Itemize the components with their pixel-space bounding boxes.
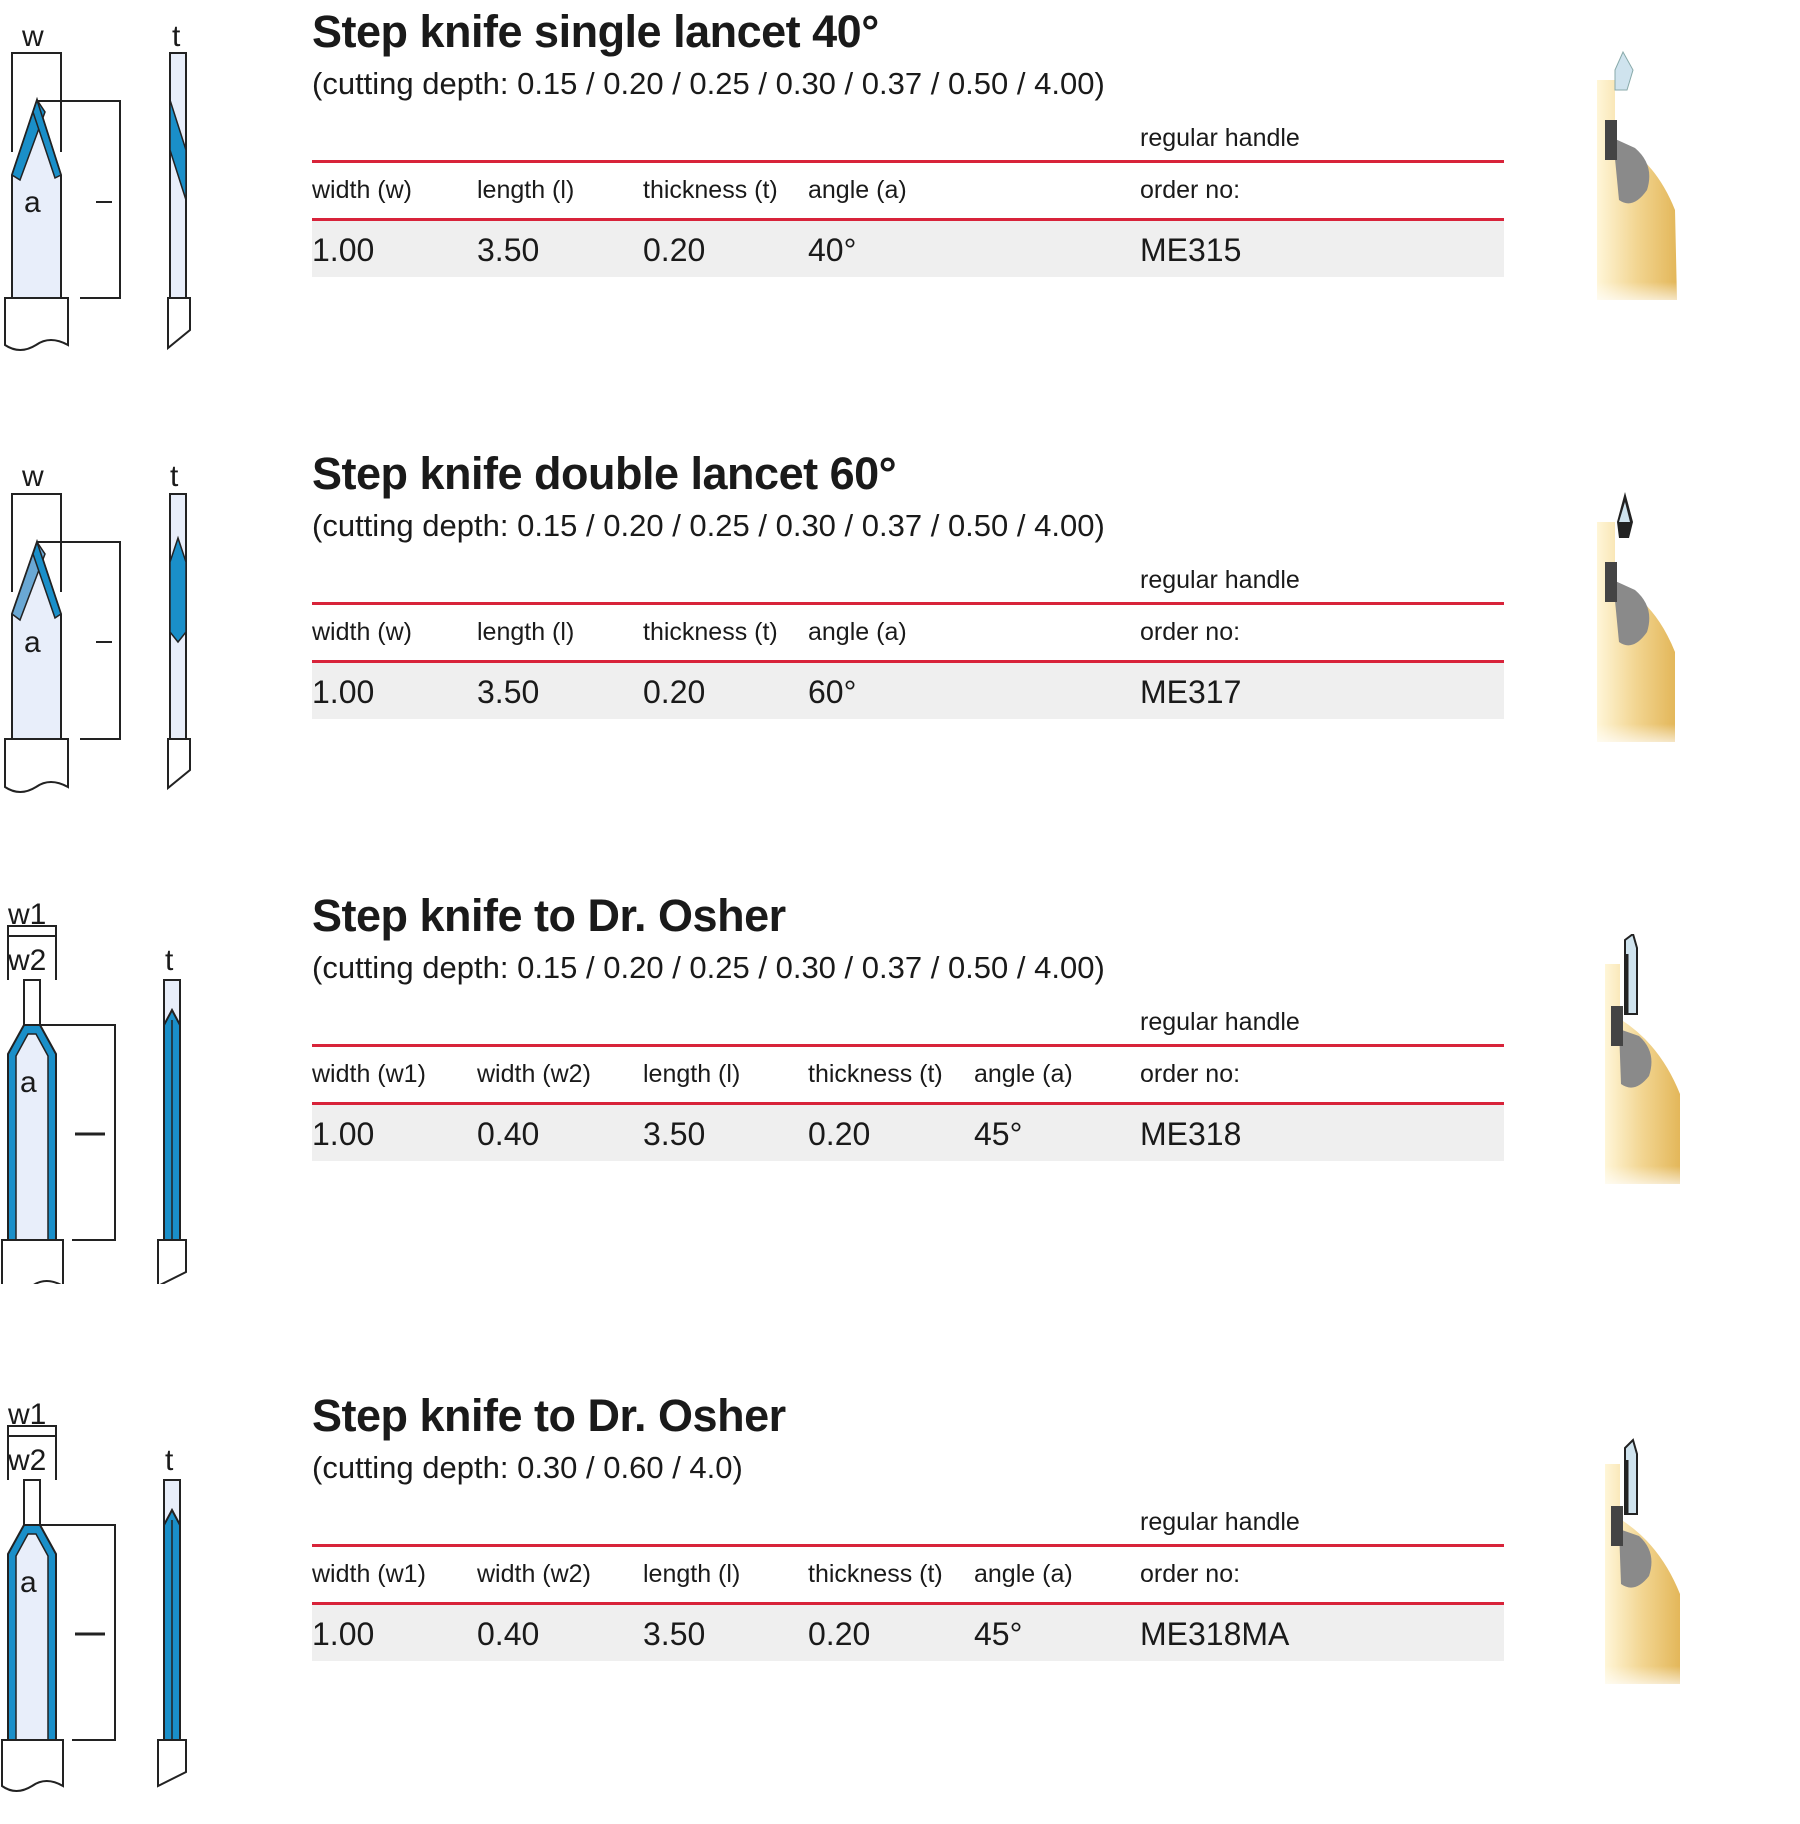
- blade-diagram-osher: [0, 884, 230, 1284]
- value-length: 3.50: [643, 1616, 706, 1652]
- product-title: Step knife single lancet 40°: [312, 6, 879, 57]
- product-section-me315: [0, 0, 1800, 440]
- value-angle: 60°: [808, 674, 857, 710]
- product-title: Step knife double lancet 60°: [312, 448, 897, 499]
- knife-handle-image: [1575, 934, 1705, 1194]
- header-order-no: order no:: [1140, 1060, 1241, 1088]
- width1-label: w1: [8, 1398, 47, 1431]
- width1-label: w1: [8, 898, 47, 931]
- header-angle: angle (a): [808, 618, 907, 646]
- product-section-me317: [0, 442, 1800, 882]
- handle-label: regular handle: [1140, 124, 1300, 152]
- divider: [312, 160, 1504, 163]
- width-label: w: [22, 460, 44, 493]
- value-order-no: ME315: [1140, 232, 1242, 268]
- divider: [312, 1544, 1504, 1547]
- value-width2: 0.40: [477, 1116, 540, 1152]
- handle-label: regular handle: [1140, 1508, 1300, 1536]
- header-length: length (l): [477, 176, 575, 204]
- knife-handle-image: [1575, 492, 1705, 752]
- divider: [312, 1044, 1504, 1047]
- header-length: length (l): [643, 1060, 741, 1088]
- header-angle: angle (a): [974, 1060, 1073, 1088]
- header-angle: angle (a): [808, 176, 907, 204]
- handle-label: regular handle: [1140, 566, 1300, 594]
- angle-label: a: [24, 186, 41, 219]
- thickness-label: t: [170, 460, 179, 493]
- thickness-label: t: [172, 20, 181, 53]
- width2-label: w2: [8, 1444, 47, 1477]
- header-width: width (w): [312, 176, 413, 204]
- header-width2: width (w2): [477, 1060, 591, 1088]
- cutting-depth: (cutting depth: 0.15 / 0.20 / 0.25 / 0.30 / 0.37 / 0.50 / 4.00): [312, 66, 1105, 101]
- thickness-label: t: [165, 944, 174, 977]
- value-length: 3.50: [477, 232, 540, 268]
- header-order-no: order no:: [1140, 618, 1241, 646]
- product-title: Step knife to Dr. Osher: [312, 890, 786, 941]
- knife-handle-image: [1575, 1434, 1705, 1694]
- header-thickness: thickness (t): [808, 1060, 943, 1088]
- value-thickness: 0.20: [808, 1616, 871, 1652]
- header-width: width (w): [312, 618, 413, 646]
- product-section-me318: [0, 884, 1800, 1324]
- value-thickness: 0.20: [643, 232, 706, 268]
- header-thickness: thickness (t): [643, 176, 778, 204]
- product-section-me318ma: [0, 1384, 1800, 1824]
- value-angle: 45°: [974, 1116, 1023, 1152]
- value-width: 1.00: [312, 674, 375, 710]
- value-length: 3.50: [477, 674, 540, 710]
- value-width: 1.00: [312, 232, 375, 268]
- value-angle: 45°: [974, 1616, 1023, 1652]
- value-angle: 40°: [808, 232, 857, 268]
- header-order-no: order no:: [1140, 176, 1241, 204]
- angle-label: a: [20, 1566, 37, 1599]
- value-order-no: ME318MA: [1140, 1616, 1290, 1652]
- values-row: [312, 221, 1504, 277]
- values-row: [312, 1605, 1504, 1661]
- header-order-no: order no:: [1140, 1560, 1241, 1588]
- knife-handle-image: [1575, 50, 1705, 310]
- thickness-label: t: [165, 1444, 174, 1477]
- width-label: w: [22, 20, 44, 53]
- blade-diagram-double-lancet: [0, 442, 230, 842]
- angle-label: a: [24, 626, 41, 659]
- header-width1: width (w1): [312, 1560, 426, 1588]
- handle-label: regular handle: [1140, 1008, 1300, 1036]
- header-angle: angle (a): [974, 1560, 1073, 1588]
- values-row: [312, 1105, 1504, 1161]
- value-thickness: 0.20: [643, 674, 706, 710]
- header-length: length (l): [643, 1560, 741, 1588]
- divider: [312, 602, 1504, 605]
- cutting-depth: (cutting depth: 0.15 / 0.20 / 0.25 / 0.30 / 0.37 / 0.50 / 4.00): [312, 950, 1105, 985]
- blade-diagram-osher-ma: [0, 1384, 230, 1814]
- value-width2: 0.40: [477, 1616, 540, 1652]
- value-thickness: 0.20: [808, 1116, 871, 1152]
- value-length: 3.50: [643, 1116, 706, 1152]
- value-order-no: ME317: [1140, 674, 1242, 710]
- value-width1: 1.00: [312, 1616, 375, 1652]
- header-thickness: thickness (t): [808, 1560, 943, 1588]
- product-title: Step knife to Dr. Osher: [312, 1390, 786, 1441]
- angle-label: a: [20, 1066, 37, 1099]
- cutting-depth: (cutting depth: 0.30 / 0.60 / 4.0): [312, 1450, 743, 1485]
- value-order-no: ME318: [1140, 1116, 1242, 1152]
- cutting-depth: (cutting depth: 0.15 / 0.20 / 0.25 / 0.30 / 0.37 / 0.50 / 4.00): [312, 508, 1105, 543]
- blade-diagram-single-lancet: [0, 0, 230, 400]
- header-thickness: thickness (t): [643, 618, 778, 646]
- header-length: length (l): [477, 618, 575, 646]
- header-width1: width (w1): [312, 1060, 426, 1088]
- width2-label: w2: [8, 944, 47, 977]
- values-row: [312, 663, 1504, 719]
- value-width1: 1.00: [312, 1116, 375, 1152]
- header-width2: width (w2): [477, 1560, 591, 1588]
